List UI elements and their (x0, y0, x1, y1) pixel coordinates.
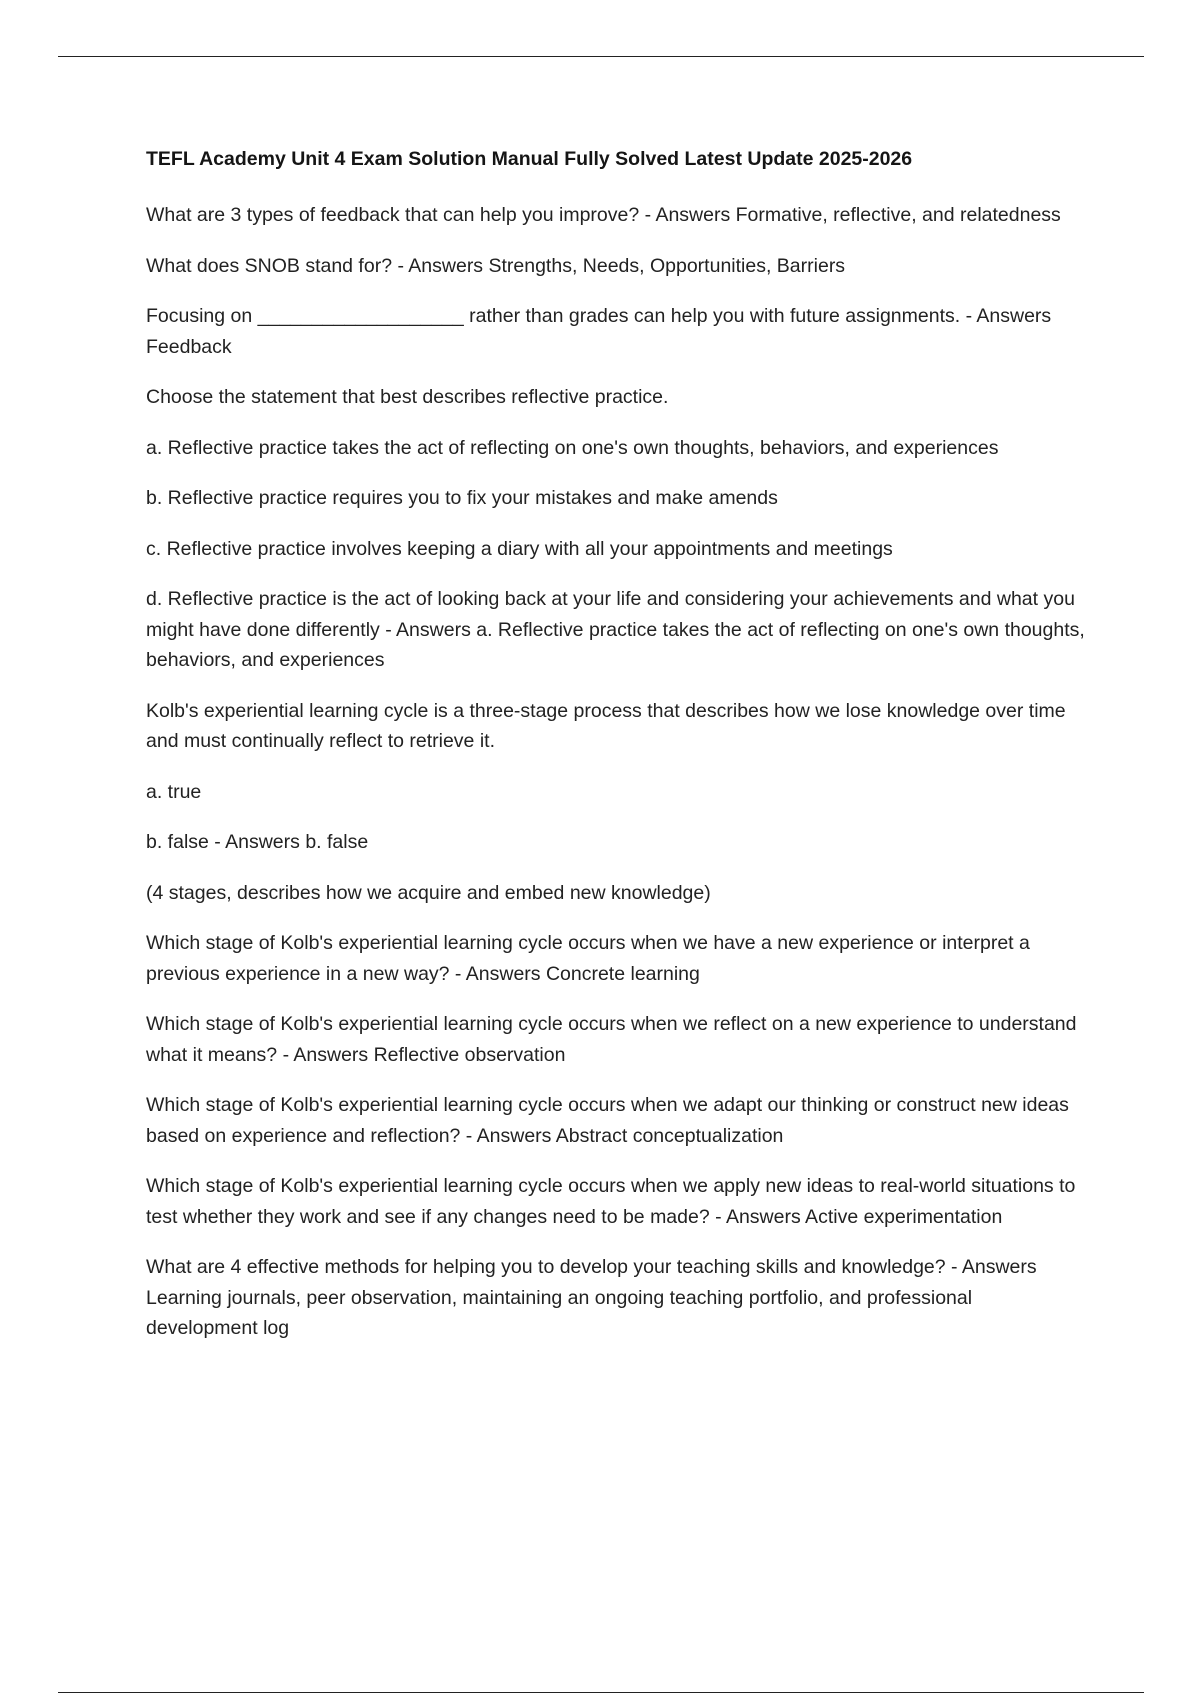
paragraph-false-option: b. false - Answers b. false (146, 831, 369, 853)
paragraph-effective-methods: What are 4 effective methods for helping you to develop your teaching skills and knowledge? - Answers Learning journals, peer observation, maintaining an ongoing teaching portfolio, and professional development log (146, 1256, 1037, 1339)
paragraph-kolb-true-false: Kolb's experiential learning cycle is a three-stage process that describes how we lose knowledge over time and must continually reflect to retrieve it. (146, 699, 1066, 752)
paragraph-focusing-on: Focusing on ___________________ rather than grades can help you with future assignments. - Answers Feedback (146, 305, 1052, 358)
paragraph-four-stages-note: (4 stages, describes how we acquire and embed new knowledge) (146, 881, 711, 904)
paragraph-option-c: c. Reflective practice involves keeping a diary with all your appointments and meetings (146, 537, 893, 560)
paragraph-option-d: d. Reflective practice is the act of looking back at your life and considering your achievements and what you might have done differently - Answers a. Reflective practice takes the act of reflecting on one's own thoughts, behaviors, and experiences (146, 588, 1085, 671)
header-rule (58, 56, 1144, 57)
paragraph-abstract-conceptualization: Which stage of Kolb's experiential learning cycle occurs when we adapt our thinking or construct new ideas based on experience and reflection? - Answers Abstract conceptualization (146, 1094, 1069, 1147)
document-title: TEFL Academy Unit 4 Exam Solution Manual Fully Solved Latest Update 2025-2026 (146, 148, 913, 170)
paragraph-snob: What does SNOB stand for? - Answers Strengths, Needs, Opportunities, Barriers (146, 254, 846, 277)
document-body (146, 144, 1086, 1364)
paragraph-option-a: a. Reflective practice takes the act of reflecting on one's own thoughts, behaviors, and experiences (146, 436, 999, 459)
paragraph-reflective-question: Choose the statement that best describes reflective practice. (146, 386, 669, 408)
paragraph-true-option: a. true (146, 780, 202, 803)
paragraph-active-experimentation: Which stage of Kolb's experiential learning cycle occurs when we apply new ideas to real-world situations to test whether they work and see if any changes need to be made? - Answers Active experimentation (146, 1175, 1076, 1228)
paragraph-option-b: b. Reflective practice requires you to fix your mistakes and make amends (146, 487, 778, 509)
paragraph-concrete-learning: Which stage of Kolb's experiential learning cycle occurs when we have a new experience or interpret a previous experience in a new way? - Answers Concrete learning (146, 932, 1030, 985)
paragraph-feedback-types: What are 3 types of feedback that can help you improve? - Answers Formative, reflective, and relatedness (146, 204, 1061, 226)
footer-rule (58, 1692, 1144, 1693)
paragraph-reflective-observation: Which stage of Kolb's experiential learning cycle occurs when we reflect on a new experience to understand what it means? - Answers Reflective observation (146, 1013, 1077, 1066)
